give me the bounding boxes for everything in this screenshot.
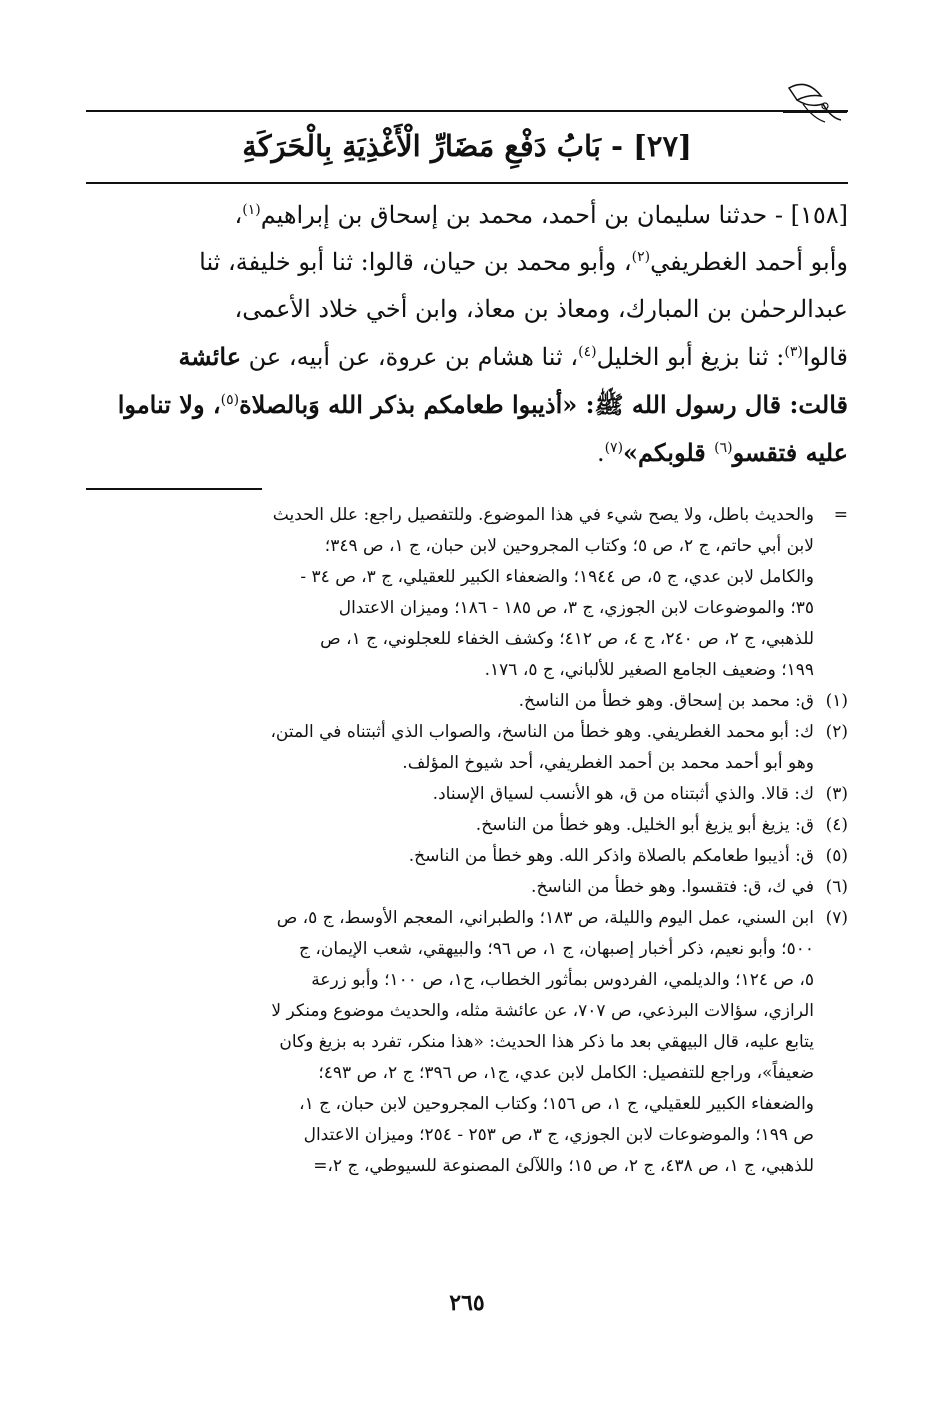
quill-hand-ornament-icon — [779, 78, 849, 126]
hadith-segment: [١٥٨] - حدثنا سليمان بن أحمد، محمد بن إسحاق بن إبراهيم — [260, 201, 848, 229]
footnote-line: ٥٠٠؛ وأبو نعيم، ذكر أخبار إصبهان، ج ١، ص ٩٦؛ والبيهقي، شعب الإيمان، ج — [299, 939, 814, 959]
hadith-segment: قالوا — [802, 343, 848, 371]
footnote-number: (١) — [825, 691, 848, 711]
chapter-title: [٢٧] - بَابُ دَفْعِ مَضَارِّ الْأَغْذِيَةِ بِالْحَرَكَةِ — [242, 129, 692, 163]
footnote-marker: (٤) — [578, 344, 597, 360]
footnote-number: (٤) — [825, 815, 848, 835]
footnote-line: في ك، ق: فتقسوا. وهو خطأ من الناسخ. — [531, 877, 814, 897]
footnote-number: (٣) — [825, 784, 848, 804]
hadith-line — [86, 429, 848, 477]
footnote-line: ق: أذيبوا طعامكم بالصلاة واذكر الله. وهو خطأ من الناسخ. — [408, 846, 814, 866]
footnote-number: (٧) — [825, 908, 848, 928]
footnote-marker: (٥) — [220, 392, 240, 408]
hadith-segment: ، ثنا هشام بن عروة، عن أبيه، عن — [241, 343, 579, 371]
footnote-item — [86, 686, 848, 717]
footnote-line: ٣٥؛ والموضوعات لابن الجوزي، ج ٣، ص ١٨٥ - ١٨٦؛ وميزان الاعتدال — [338, 598, 814, 618]
footnote-text — [86, 841, 814, 872]
footnote-number: (٢) — [825, 722, 848, 742]
footnote-line: والحديث باطل، ولا يصح شيء في هذا الموضوع. وللتفصيل راجع: علل الحديث — [272, 505, 814, 525]
footnote-line: ٥، ص ١٢٤؛ والديلمي، الفردوس بمأثور الخطاب، ج١، ص ١٠٠؛ وأبو زرعة — [311, 970, 814, 990]
footnote-item — [86, 717, 848, 779]
footnote-number: (٥) — [825, 846, 848, 866]
footnote-line: ك: أبو محمد الغطريفي. وهو خطأ من الناسخ، والصواب الذي أثبتناه في المتن، — [270, 722, 814, 742]
footnote-text — [86, 686, 814, 717]
hadith-segment: عبدالرحمٰن بن المبارك، ومعاذ بن معاذ، وابن أخي خلاد الأعمى، — [234, 295, 848, 323]
footnote-line: لابن أبي حاتم، ج ٢، ص ٥؛ وكتاب المجروحين لابن حبان، ج ١، ص ٣٤٩؛ — [324, 536, 814, 556]
header-rule — [86, 110, 848, 112]
hadith-line — [86, 286, 848, 333]
footnote-item — [86, 872, 848, 903]
hadith-segment: قالت: قال رسول الله ﷺ: «أذيبوا طعامكم بذكر الله وَبالصلاة — [239, 390, 848, 419]
hadith-segment: ، وأبو محمد بن حيان، قالوا: ثنا أبو خليفة، ثنا — [199, 248, 632, 276]
footnote-item — [86, 810, 848, 841]
hadith-line — [86, 333, 848, 381]
hadith-segment: ، — [234, 201, 243, 229]
footnote-marker: (٢) — [631, 249, 651, 265]
footnote-marker: (١) — [242, 202, 261, 218]
footnote-item — [86, 903, 848, 1182]
hadith-segment: عائشة — [178, 342, 242, 371]
page-number: ٢٦٥ — [449, 1290, 485, 1316]
footnote-marker: (٣) — [784, 344, 803, 360]
footnote-line: ق: محمد بن إسحاق. وهو خطأ من الناسخ. — [518, 691, 814, 711]
footnote-separator — [86, 488, 262, 490]
footnote-text — [86, 500, 814, 686]
footnote-line: الرازي، سؤالات البرذعي، ص ٧٠٧، عن عائشة مثله، والحديث موضوع ومنكر لا — [271, 1001, 814, 1021]
hadith-segment: : ثنا بزيغ أبو الخليل — [596, 343, 785, 371]
hadith-segment: وأبو أحمد الغطريفي — [650, 248, 848, 276]
hadith-text — [86, 192, 848, 477]
hadith-segment: ، ولا تناموا — [117, 390, 221, 419]
hadith-segment: قلوبكم» — [623, 438, 715, 467]
footnote-line: ابن السني، عمل اليوم والليلة، ص ١٨٣؛ والطبراني، المعجم الأوسط، ج ٥، ص — [276, 908, 814, 928]
hadith-line — [86, 239, 848, 286]
footnote-line: والكامل لابن عدي، ج ٥، ص ١٩٤٤؛ والضعفاء الكبير للعقيلي، ج ٣، ص ٣٤ - — [300, 567, 814, 587]
footnote-line: للذهبي، ج ٢، ص ٢٤٠، ج ٤، ص ٤١٢؛ وكشف الخفاء للعجلوني، ج ١، ص — [320, 629, 814, 649]
footnote-item — [86, 500, 848, 686]
footnote-line: ١٩٩؛ وضعيف الجامع الصغير للألباني، ج ٥، ١٧٦. — [484, 660, 814, 680]
footnote-text — [86, 872, 814, 903]
footnote-line: ضعيفاً»، وراجع للتفصيل: الكامل لابن عدي، ج١، ص ٣٩٦؛ ج ٢، ص ٤٩٣؛ — [318, 1063, 814, 1083]
footnote-item — [86, 841, 848, 872]
footnote-text — [86, 903, 814, 1182]
footnote-marker: (٧) — [604, 440, 624, 456]
hadith-segment: . — [596, 439, 605, 467]
footnote-text — [86, 779, 814, 810]
footnote-text — [86, 810, 814, 841]
footnote-marker: (٦) — [714, 440, 733, 456]
footnotes — [86, 500, 848, 1182]
footnote-item — [86, 779, 848, 810]
footnote-line: ك: قالا. والذي أثبتناه من ق، هو الأنسب لسياق الإسناد. — [432, 784, 814, 804]
hadith-line — [86, 192, 848, 239]
footnote-line: وهو أبو أحمد محمد بن أحمد الغطريفي، أحد شيوخ المؤلف. — [402, 753, 814, 773]
hadith-line — [86, 381, 848, 429]
title-rule — [86, 182, 848, 184]
footnote-line: والضعفاء الكبير للعقيلي، ج ١، ص ١٥٦؛ وكتاب المجروحين لابن حبان، ج ١، — [299, 1094, 814, 1114]
hadith-segment: عليه فتقسو — [732, 438, 848, 467]
footnote-line: للذهبي، ج ١، ص ٤٣٨، ج ٢، ص ١٥؛ واللآلئ المصنوعة للسيوطي، ج ٢،= — [313, 1156, 814, 1176]
footnote-line: ص ١٩٩؛ والموضوعات لابن الجوزي، ج ٣، ص ٢٥٣ - ٢٥٤؛ وميزان الاعتدال — [303, 1125, 814, 1145]
footnote-line: ق: يزيغ أبو يزيغ أبو الخليل. وهو خطأ من الناسخ. — [475, 815, 814, 835]
footnote-text — [86, 717, 814, 779]
footnote-number: = — [833, 505, 848, 525]
footnote-number: (٦) — [825, 877, 848, 897]
footnote-line: يتابع عليه، قال البيهقي بعد ما ذكر هذا الحديث: «هذا منكر، تفرد به بزيغ وكان — [279, 1032, 814, 1052]
